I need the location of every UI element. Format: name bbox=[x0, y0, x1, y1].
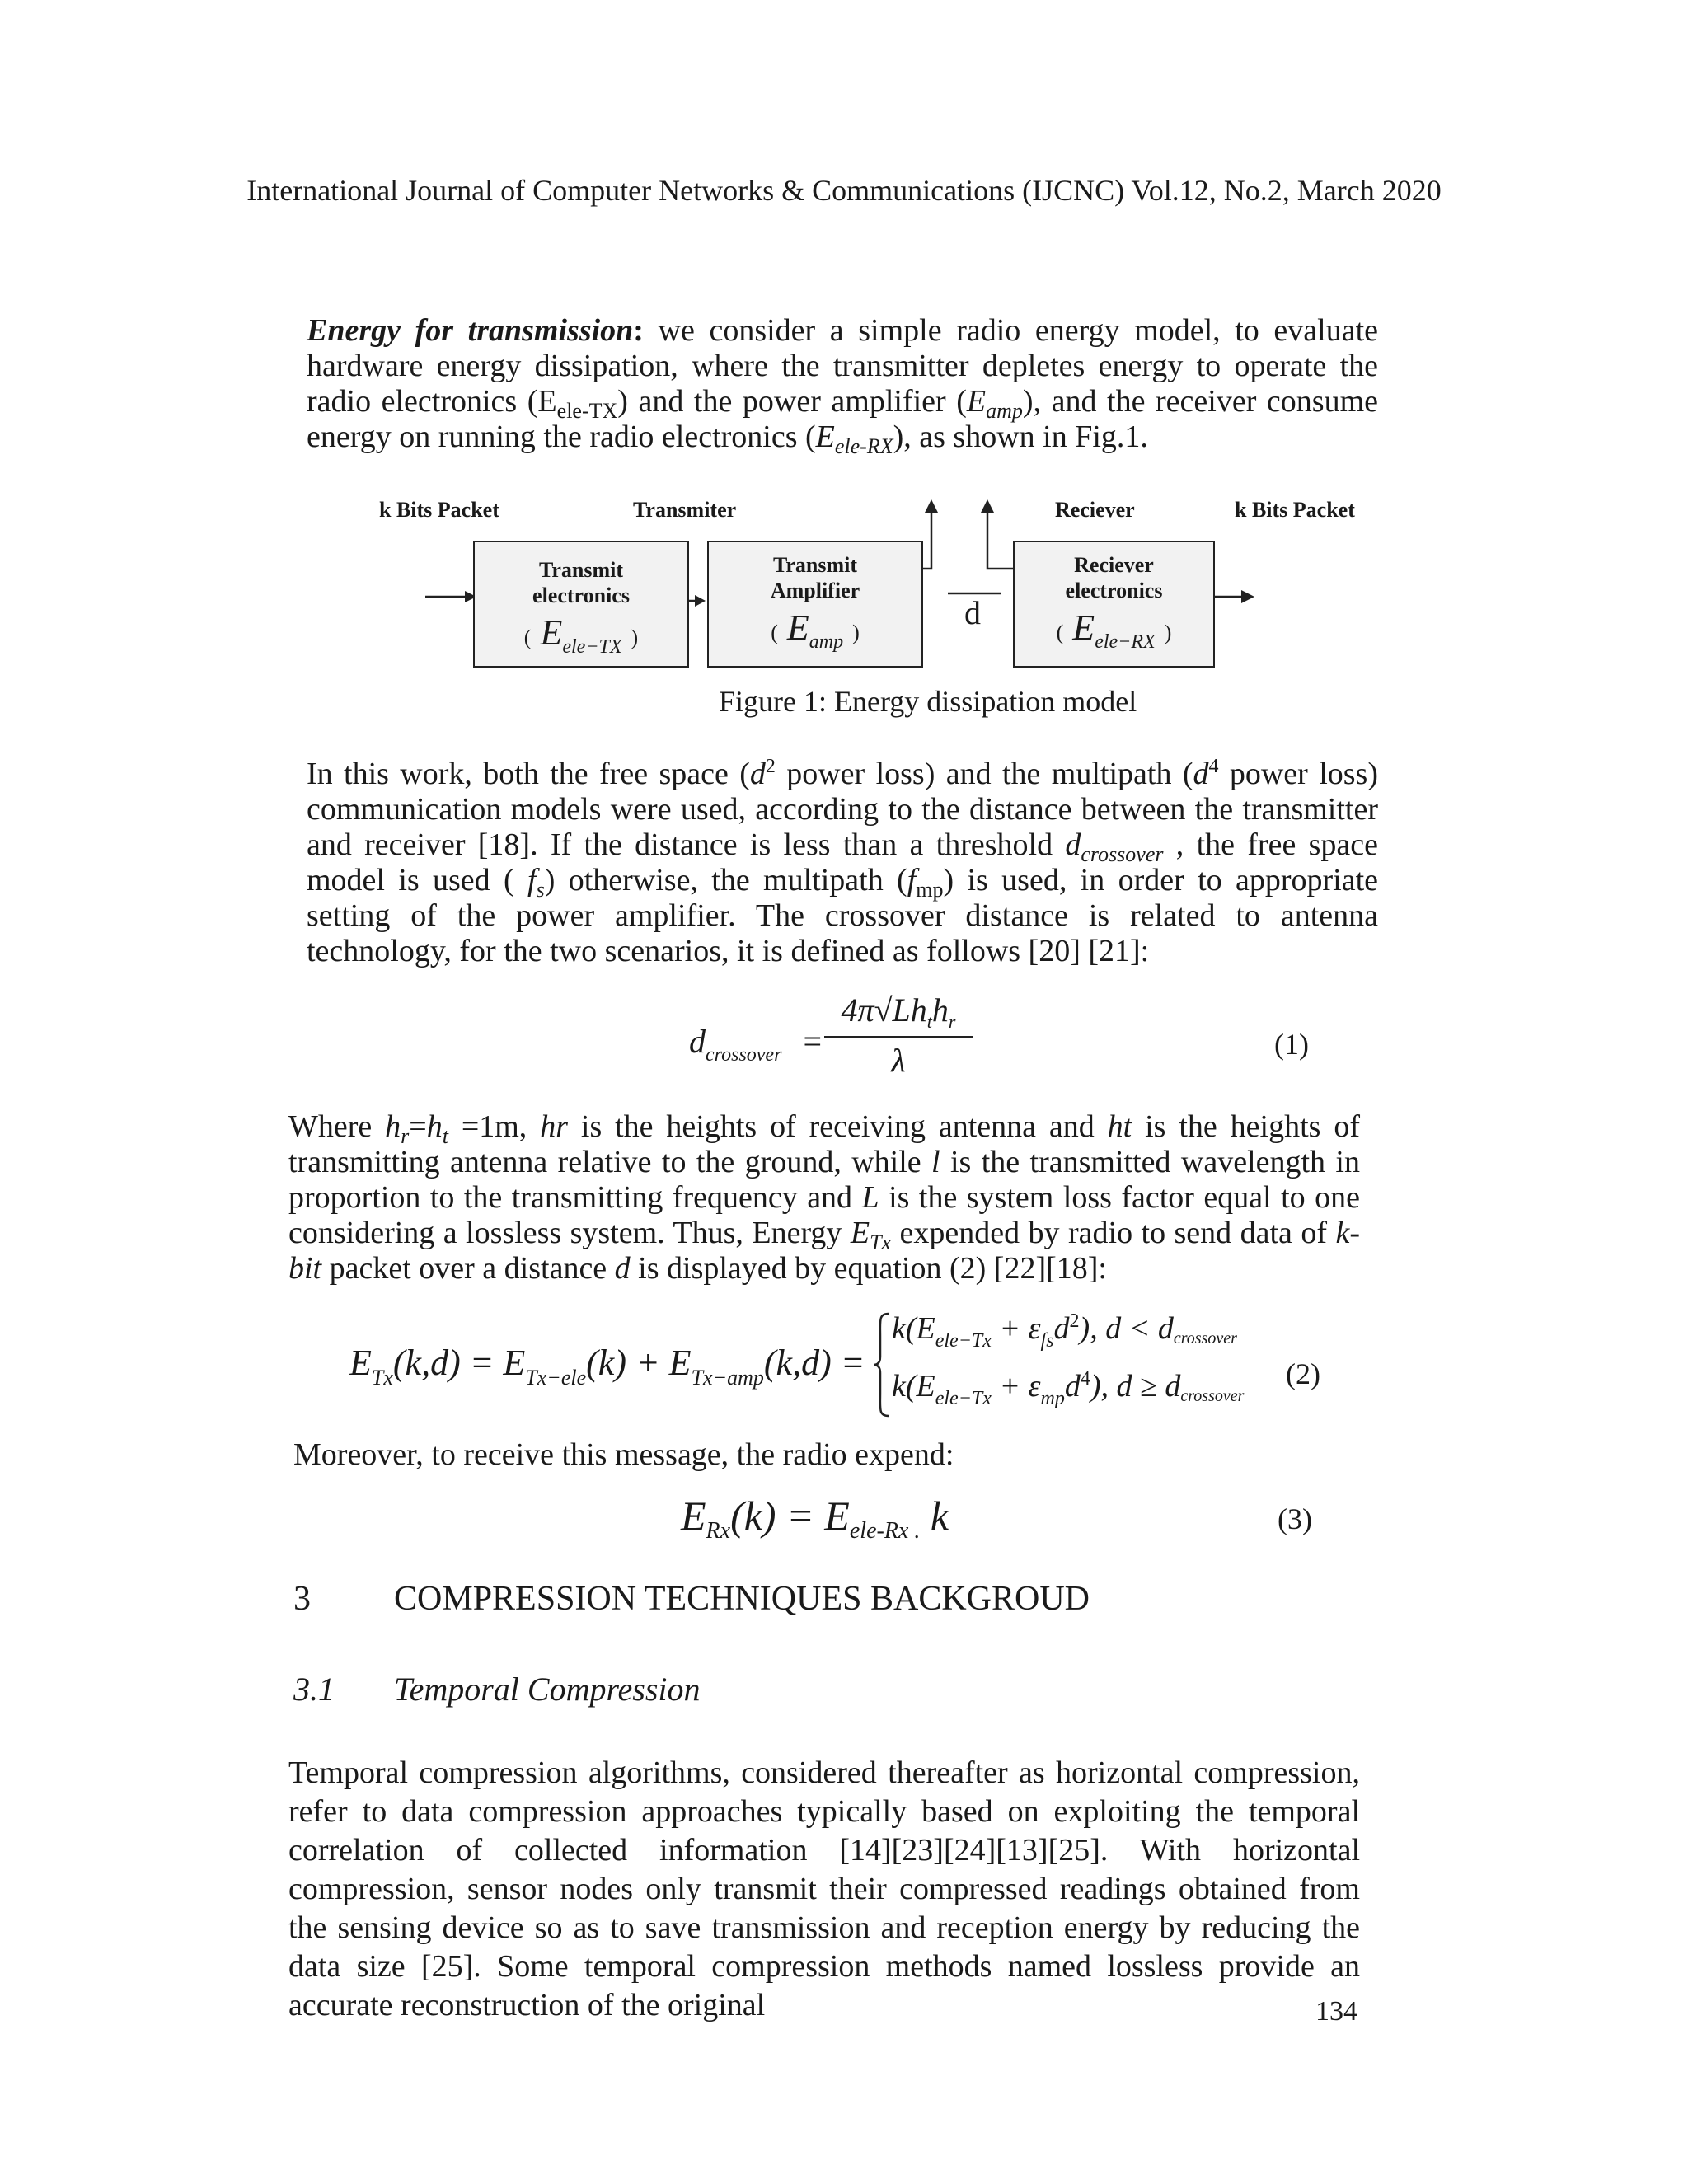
sym-sub: ele−RX bbox=[1095, 631, 1156, 653]
box-title: Transmit bbox=[772, 553, 858, 577]
symbol: f bbox=[528, 863, 537, 898]
equation-2-case-1 bbox=[892, 1310, 1237, 1352]
subscript: t bbox=[442, 1124, 448, 1148]
tx-antenna-arrowhead bbox=[925, 499, 938, 513]
subscript: ele-TX bbox=[556, 399, 618, 423]
text: is displayed by equation (2) [22][18]: bbox=[630, 1251, 1107, 1286]
eq-text: ), d ≥ d bbox=[1090, 1369, 1181, 1404]
eq-sub: crossover bbox=[706, 1044, 782, 1066]
symbol: k-bit bbox=[288, 1216, 1360, 1286]
box-title: Transmit bbox=[538, 558, 624, 582]
eq-num: h bbox=[931, 991, 949, 1029]
text: =1m, bbox=[448, 1109, 541, 1144]
eq-sub: Rx bbox=[706, 1518, 731, 1544]
eq-sub: Tx bbox=[371, 1366, 393, 1390]
eq-symbol: d bbox=[689, 1023, 706, 1060]
paren: ) bbox=[852, 621, 860, 644]
paragraph-temporal-compression: Temporal compression algorithms, considered thereafter as horizontal compression, refer to data compression approaches typically based on exploiting the temporal correlation of collected information [14][23][24][13][25]. With horizontal compression, sensor nodes only transmit their compressed readings obtained from the sensing device so as to save transmission and reception energy by reducing the data size [25]. Some temporal compression methods named lossless provide an accurate reconstruction of the original bbox=[288, 1755, 1360, 2022]
text: packet over a distance bbox=[321, 1251, 615, 1286]
eq-text: + ε bbox=[991, 1311, 1041, 1346]
eq-text: d bbox=[1053, 1311, 1070, 1346]
eq-text: (k,d) = E bbox=[392, 1343, 526, 1383]
running-header: International Journal of Computer Networks & Communications (IJCNC) Vol.12, No.2, March 2020 bbox=[246, 174, 1442, 207]
text: expended by radio to send data of bbox=[891, 1216, 1336, 1250]
symbol: d bbox=[614, 1251, 631, 1286]
box-transmit-amplifier bbox=[707, 541, 923, 668]
equation-3-number: (3) bbox=[1278, 1502, 1312, 1535]
text: is the transmitted wavelength in proportion to the transmitting frequency and bbox=[288, 1145, 1360, 1215]
symbol: d bbox=[749, 757, 766, 791]
page-number: 134 bbox=[1315, 1996, 1357, 2027]
figure-caption: Figure 1: Energy dissipation model bbox=[719, 685, 1137, 718]
equation-2-number: (2) bbox=[1286, 1357, 1320, 1390]
eq-text: (k) + E bbox=[586, 1343, 692, 1383]
subscript: amp bbox=[986, 399, 1023, 423]
eq-text: ), d < d bbox=[1079, 1311, 1174, 1346]
eq-sub: Tx−amp bbox=[691, 1366, 764, 1390]
text: power loss) and the multipath ( bbox=[775, 757, 1193, 791]
box-title: Reciever bbox=[1074, 553, 1154, 577]
sym: E bbox=[540, 612, 563, 653]
paragraph-antenna bbox=[288, 1109, 1360, 1286]
equation-2-lhs bbox=[349, 1342, 865, 1390]
eq-sub: ele−Tx bbox=[935, 1388, 992, 1409]
text: is the system loss factor equal to one considering a lossless system. Thus, Energy bbox=[288, 1180, 1360, 1250]
box-title: electronics bbox=[1065, 579, 1163, 602]
subscript: s bbox=[536, 878, 545, 902]
eq-text: (k,d) = bbox=[763, 1343, 865, 1383]
eq-sub: ele-Rx . bbox=[849, 1518, 921, 1544]
paren: ( bbox=[1056, 621, 1064, 644]
box-title: Amplifier bbox=[770, 579, 860, 602]
sym-sub: amp bbox=[809, 631, 844, 653]
paragraph-receive: Moreover, to receive this message, the radio expend: bbox=[293, 1437, 954, 1472]
section-number: 3 bbox=[293, 1580, 311, 1618]
eq-sub: fs bbox=[1040, 1330, 1054, 1352]
symbol: f bbox=[907, 863, 917, 898]
text: we consider a simple radio energy model, to evaluate hardware energy dissipation, where the transmitter depletes energy to operate the radio electronics (E bbox=[307, 313, 1378, 419]
text: ) otherwise, the multipath ( bbox=[544, 863, 907, 898]
symbol: h bbox=[385, 1109, 401, 1144]
subscript: r bbox=[401, 1124, 410, 1148]
symbol: E bbox=[815, 419, 835, 454]
subscript: ele-RX bbox=[834, 434, 893, 458]
figure-energy-dissipation bbox=[0, 0, 1688, 742]
eq-sup: 4 bbox=[1080, 1368, 1090, 1390]
symbol: l bbox=[931, 1145, 940, 1179]
symbol: d bbox=[1193, 757, 1209, 791]
eq-sub: crossover bbox=[1173, 1329, 1237, 1347]
equation-1-fraction bbox=[824, 991, 973, 1080]
text: power loss) communication models were used, according to the distance between the transmitter and receiver [18]. If the distance is less than a threshold bbox=[307, 757, 1378, 862]
paren: ) bbox=[1164, 621, 1172, 644]
distance-label: d bbox=[964, 594, 981, 631]
text: Where bbox=[288, 1109, 386, 1144]
box-symbol bbox=[1015, 607, 1213, 654]
text: is the heights of receiving antenna and bbox=[568, 1109, 1108, 1144]
label-k-bits-out: k Bits Packet bbox=[1235, 498, 1355, 522]
equation-1 bbox=[689, 1022, 822, 1066]
symbol: hr bbox=[540, 1109, 568, 1144]
subscript: Tx bbox=[870, 1230, 892, 1254]
eq-text: d bbox=[1064, 1369, 1081, 1404]
lead-colon: : bbox=[633, 313, 644, 348]
eq-sub: Tx−ele bbox=[525, 1366, 587, 1390]
text: ) and the power amplifier ( bbox=[617, 384, 967, 419]
superscript: 4 bbox=[1208, 756, 1219, 777]
eq-sub: t bbox=[926, 1011, 932, 1032]
text: is the heights of transmitting antenna relative to the ground, while bbox=[288, 1109, 1360, 1179]
subscript: crossover bbox=[1081, 842, 1164, 866]
paren: ( bbox=[523, 626, 532, 649]
symbol: d bbox=[1065, 827, 1081, 862]
label-k-bits-in: k Bits Packet bbox=[379, 498, 499, 522]
box-symbol bbox=[475, 612, 687, 658]
text: ), as shown in Fig.1. bbox=[893, 419, 1148, 454]
text: In this work, both the free space ( bbox=[307, 757, 750, 791]
equation-2-brace bbox=[872, 1312, 892, 1418]
eq-sign: = bbox=[803, 1023, 822, 1060]
paragraph-lead: Energy for transmission bbox=[307, 313, 634, 348]
symbol: h bbox=[426, 1109, 443, 1144]
subscript: mp bbox=[916, 878, 944, 902]
equation-1-number: (1) bbox=[1274, 1028, 1309, 1061]
box-title: electronics bbox=[532, 583, 630, 607]
eq-text: k(E bbox=[892, 1369, 935, 1404]
paren: ) bbox=[631, 626, 639, 649]
text: ), and the receiver consume energy on running the radio electronics ( bbox=[307, 384, 1378, 454]
subsection-number: 3.1 bbox=[293, 1671, 335, 1708]
equation-2-case-2 bbox=[892, 1368, 1244, 1410]
eq-sub: r bbox=[948, 1011, 956, 1032]
rx-antenna-arrowhead bbox=[981, 499, 994, 513]
label-receiver: Reciever bbox=[1055, 498, 1135, 522]
sym: E bbox=[786, 607, 809, 648]
section-title: COMPRESSION TECHNIQUES BACKGROUD bbox=[394, 1580, 1090, 1618]
box-transmit-electronics bbox=[473, 541, 689, 668]
box-receiver-electronics bbox=[1013, 541, 1215, 668]
sym: E bbox=[1072, 607, 1095, 648]
eq-sub: mp bbox=[1040, 1388, 1065, 1409]
eq-text: k(E bbox=[892, 1311, 935, 1346]
subsection-title: Temporal Compression bbox=[394, 1671, 701, 1708]
symbol: ht bbox=[1107, 1109, 1132, 1144]
eq-symbol: E bbox=[681, 1493, 706, 1539]
text: , the free space model is used ( bbox=[307, 827, 1378, 898]
text: = bbox=[409, 1109, 427, 1144]
eq-text: (k) = E bbox=[730, 1493, 850, 1539]
eq-sup: 2 bbox=[1069, 1310, 1080, 1332]
fraction-denominator: λ bbox=[891, 1042, 906, 1079]
sym-sub: ele−TX bbox=[562, 636, 622, 658]
label-transmitter: Transmiter bbox=[633, 498, 737, 522]
paragraph-models bbox=[307, 757, 1378, 969]
eq-text: + ε bbox=[991, 1369, 1041, 1404]
eq-sub: crossover bbox=[1180, 1387, 1245, 1405]
rx-antenna-line bbox=[987, 509, 1013, 569]
eq-text: k bbox=[920, 1493, 950, 1539]
equation-3 bbox=[681, 1492, 949, 1544]
brace-path bbox=[874, 1314, 889, 1416]
connector-arrowhead bbox=[695, 595, 706, 607]
fraction-numerator bbox=[824, 991, 973, 1038]
superscript: 2 bbox=[765, 756, 776, 777]
symbol: E bbox=[966, 384, 987, 419]
output-arrowhead bbox=[1241, 590, 1254, 603]
symbol: E bbox=[850, 1216, 870, 1250]
eq-num: 4π√Lh bbox=[841, 991, 927, 1029]
eq-symbol: E bbox=[349, 1343, 372, 1383]
eq-sub: ele−Tx bbox=[935, 1330, 992, 1352]
symbol: L bbox=[861, 1180, 879, 1215]
box-symbol bbox=[709, 607, 921, 654]
text: ) is used, in order to appropriate setting of the power amplifier. The crossover distance is related to antenna technology, for the two scenarios, it is defined as follows [20] [21]: bbox=[307, 863, 1379, 968]
paren: ( bbox=[771, 621, 778, 644]
